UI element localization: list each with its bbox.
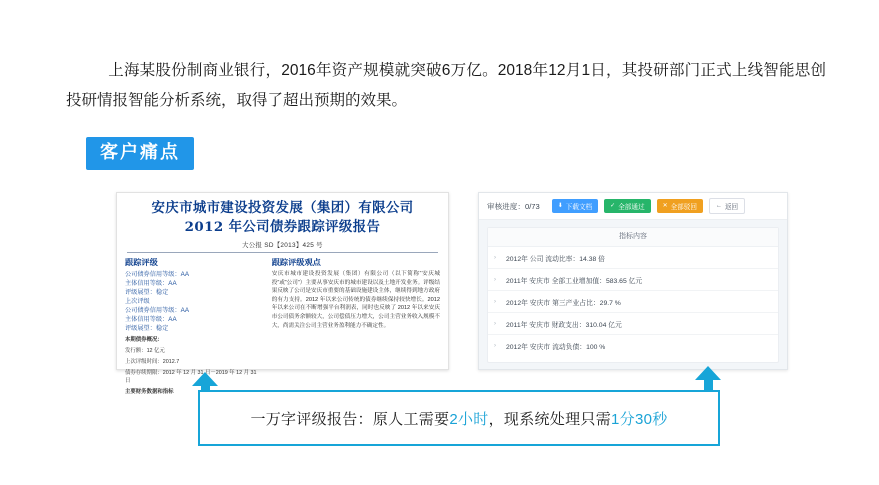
document-footer-line: 主要财务数据和指标: [125, 389, 174, 395]
document-divider: [127, 252, 438, 253]
chevron-right-icon[interactable]: ›: [494, 343, 496, 349]
back-button[interactable]: [709, 198, 745, 214]
table-row-text: 2012年 安庆市 流动负债：100 %: [506, 344, 606, 351]
intro-paragraph: [66, 56, 826, 116]
document-right-column: [272, 257, 440, 396]
caption-highlight-manual-time: 2小时: [449, 410, 489, 428]
section-banner: [86, 137, 194, 170]
document-number: 大公报 SD【2013】425 号: [242, 242, 323, 249]
table-row-text: 2011年 安庆市 全部工业增加值：583.65 亿元: [506, 277, 643, 285]
approve-all-label: 全部通过: [618, 204, 645, 211]
chevron-right-icon[interactable]: ›: [494, 320, 496, 327]
left-column-line: 主体信用等级：AA: [125, 280, 177, 287]
left-column-line: 上次评级: [125, 298, 150, 305]
indicator-table-header: 指标内容: [488, 228, 778, 247]
table-row[interactable]: [488, 269, 778, 291]
reject-all-label: 全部驳回: [670, 204, 697, 211]
table-row[interactable]: [488, 313, 778, 335]
arrow-up-left-icon: [192, 372, 218, 392]
document-screenshot: [116, 192, 449, 395]
app-toolbar: [479, 193, 787, 220]
close-icon: ✕: [662, 203, 668, 209]
chevron-right-icon[interactable]: ›: [494, 298, 496, 305]
document-title-line2: 2012 年公司债券跟踪评级报告: [184, 219, 381, 235]
left-column-line: 公司债券信用等级：AA: [125, 271, 189, 278]
download-document-label: 下载文档: [565, 204, 593, 211]
reject-all-button[interactable]: [657, 199, 703, 213]
document-footer-line: 上次评级时间：2012.7: [125, 359, 180, 365]
document-columns: [125, 257, 440, 396]
table-row-text: 2011年 安庆市 财政支出：310.04 亿元: [506, 321, 622, 329]
right-column-heading: 跟踪评级观点: [271, 258, 321, 267]
table-row[interactable]: [488, 247, 778, 269]
chevron-right-icon[interactable]: ›: [494, 276, 496, 283]
document-footer-line: 发行额：12 亿元: [125, 348, 165, 354]
arrow-up-right-icon: [695, 366, 721, 392]
check-icon: ✓: [610, 203, 616, 209]
caption-text: [250, 408, 667, 429]
back-arrow-icon: ←: [715, 203, 722, 209]
left-column-heading: 跟踪评级: [125, 258, 158, 267]
caption-middle: ，现系统处理只需: [488, 410, 612, 428]
table-row-text: 2012年 安庆市 第三产业占比：29.7 %: [506, 299, 621, 307]
left-column-line: 公司债券信用等级：AA: [125, 307, 189, 314]
indicator-table: [487, 227, 779, 363]
table-row[interactable]: [488, 291, 778, 313]
document-footer-line: 债券存续期限：2012 年 12 月 31 日－2019 年 12 月 31 日: [125, 370, 257, 384]
document-title-line1: 安庆市城市建设投资发展（集团）有限公司: [151, 200, 414, 216]
back-label: 返回: [724, 204, 739, 211]
caption-highlight-system-time: 1分30秒: [611, 410, 668, 428]
caption-box: [198, 390, 720, 446]
approve-all-button[interactable]: [604, 199, 650, 213]
app-screenshot: [478, 192, 788, 370]
download-icon: ⬇: [557, 203, 563, 209]
document-footer-line: [125, 336, 263, 344]
table-row[interactable]: [488, 335, 778, 357]
table-row-text: 2012年 公司 流动比率：14.38 倍: [506, 255, 605, 263]
footer-label: 本期债券概况：: [125, 337, 163, 343]
review-progress-label: 审核进度：0/73: [487, 201, 540, 211]
section-banner-label: 客户痛点: [100, 142, 180, 162]
intro-text: 上海某股份制商业银行，2016年资产规模就突破6万亿。2018年12月1日，其投研部门正式上线智能思创投研情报智能分析系统，取得了超出预期的效果。: [66, 62, 826, 109]
chevron-right-icon[interactable]: ›: [494, 254, 496, 261]
left-column-line: 主体信用等级：AA: [125, 316, 177, 323]
download-document-button[interactable]: [552, 199, 598, 213]
right-column-paragraph: 安庆市城市建设投资发展（集团）有限公司（以下简称“安庆城投”或“公司”）主要从事安庆市的城市建设以及土地开发业务。评级结果反映了公司是安庆市重要的基础设施建设主体，继续得到地方政府的有力支持。2012 年以来公司传统的债券继续保持较快增长。2012 年以来公司在不断增强平台利润表，同时也反映了 2012 年以来安庆市公司债务余额较大，公司偿债压力增大，公司主营业务收入规模不大，尚需关注公司主营业务盈利能力不确定性。: [271, 271, 440, 329]
caption-prefix: 一万字评级报告：原人工需要: [250, 410, 450, 428]
left-column-line: 评级展望：稳定: [125, 325, 169, 332]
left-column-line: 评级展望：稳定: [125, 289, 169, 296]
